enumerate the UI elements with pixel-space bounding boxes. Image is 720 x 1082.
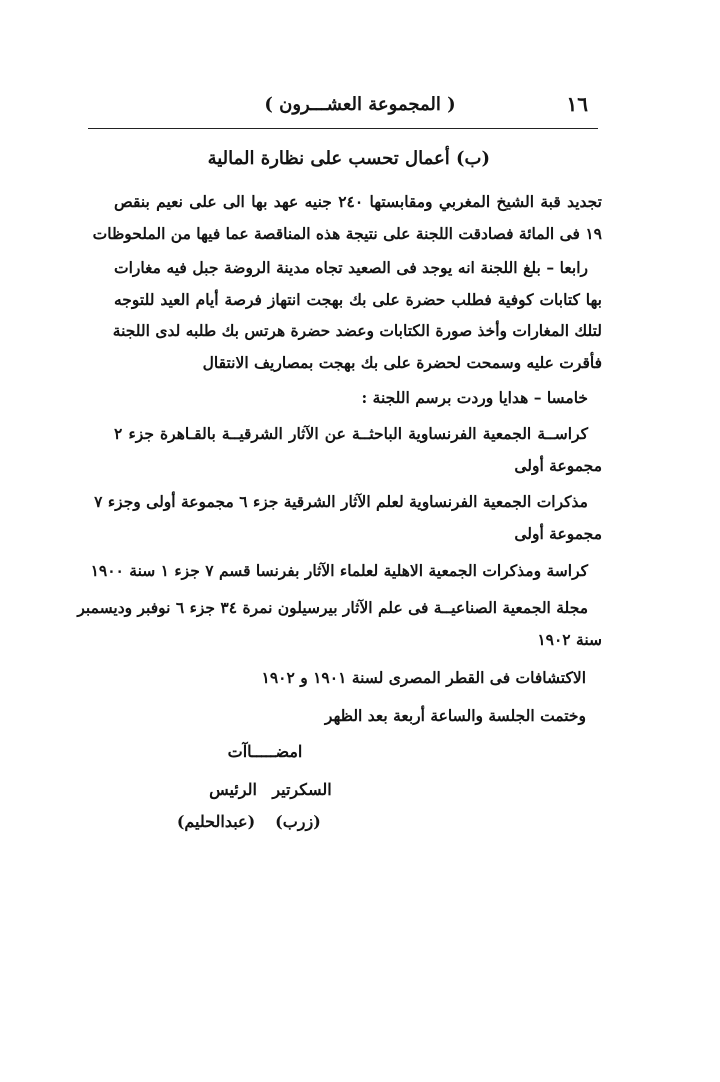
gift-4-line-1: مجلة الجمعية الصناعيــة فى علم الآثار بيرسيلون نمرة ٣٤ جزء ٦ نوفبر وديسمبر (77, 598, 588, 617)
president-title: الرئيس (209, 780, 257, 799)
gift-1-line-2: مجموعة أولى (514, 456, 602, 475)
secretary-name: (زرب) (275, 812, 321, 831)
paragraph-2-line-1: رابعا – بلغ اللجنة انه يوجد فى الصعيد تجاه مدينة الروضة جبل فيه مغارات (114, 258, 588, 277)
paragraph-4: الاكتشافات فى القطر المصرى لسنة ١٩٠١ و ١٩٠٢ (261, 668, 586, 687)
header-rule (88, 128, 598, 129)
secretary-title: السكرتير (272, 780, 332, 799)
gift-2-line-1: مذكرات الجمعية الفرنساوية لعلم الآثار الشرقية جزء ٦ مجموعة أولى وجزء ٧ (94, 492, 588, 511)
running-header-title: ( المجموعة العشـــرون ) (264, 94, 456, 115)
president-name: (عبدالحليم) (176, 812, 256, 831)
signatures-heading: امضـــــاآت (227, 742, 303, 761)
closing-line: وختمت الجلسة والساعة أربعة بعد الظهر (324, 706, 586, 725)
paragraph-2-line-4: فأقرت عليه وسمحت لحضرة على بك بهجت بمصاريف الانتقال (202, 353, 602, 372)
gift-4-line-2: سنة ١٩٠٢ (537, 630, 602, 649)
gift-1-line-1: كراســة الجمعية الفرنساوية الباحثــة عن الآثار الشرقيــة بالقـاهرة جزء ٢ (114, 424, 588, 443)
paragraph-3: خامسا – هدايا وردت برسم اللجنة : (361, 388, 588, 407)
paragraph-1-line-2: ١٩ فى المائة فصادقت اللجنة على نتيجة هذه المناقصة عما فيها من الملحوظات (92, 224, 602, 243)
paragraph-2-line-3: لتلك المغارات وأخذ صورة الكتابات وعضد حضرة هرتس بك طلبه لدى اللجنة (112, 321, 602, 340)
section-heading: (ب) أعمال تحسب على نظارة المالية (207, 148, 490, 169)
gift-2-line-2: مجموعة أولى (514, 524, 602, 543)
paragraph-1-line-1: تجديد قبة الشيخ المغربي ومقابستها ٢٤٠ جنيه عهد بها الى على نعيم بنقص (114, 192, 602, 211)
gift-3-line-1: كراسة ومذكرات الجمعية الاهلية لعلماء الآثار بفرنسا قسم ٧ جزء ١ سنة ١٩٠٠ (90, 561, 588, 580)
paragraph-2-line-2: بها كتابات كوفية فطلب حضرة على بك بهجت انتهاز فرصة أيام العيد للتوجه (114, 290, 602, 309)
page-number: ١٦ (566, 92, 588, 116)
